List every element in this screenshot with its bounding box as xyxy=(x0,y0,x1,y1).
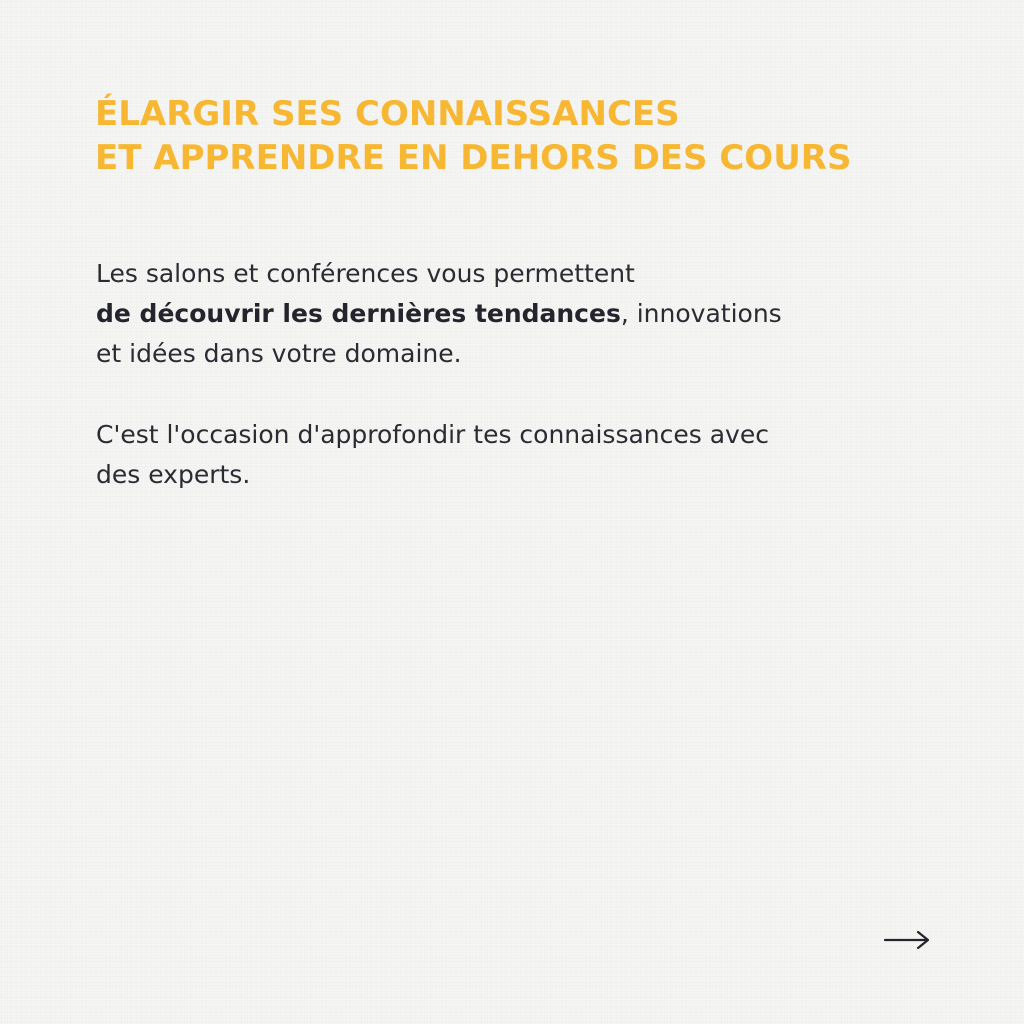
paragraph-1-line-1: Les salons et conférences vous permettent xyxy=(96,259,635,288)
paragraph-2-line-2: des experts. xyxy=(96,460,251,489)
paragraph-1-line-2-rest: , innovations xyxy=(620,299,782,328)
paragraph-2-line-1: C'est l'occasion d'approfondir tes connaissances avec xyxy=(96,420,769,449)
paragraph-1 xyxy=(96,254,936,374)
paragraph-1-line-2 xyxy=(96,294,936,334)
title-line-2: ET APPRENDRE EN DEHORS DES COURS xyxy=(95,138,852,178)
paragraph-1-line-3: et idées dans votre domaine. xyxy=(96,339,462,368)
highlight-text: de découvrir les dernières tendances xyxy=(96,299,621,328)
arrow-right-icon[interactable] xyxy=(883,928,931,952)
slide-title xyxy=(95,92,851,180)
paragraph-2 xyxy=(96,415,936,495)
title-line-1: ÉLARGIR SES CONNAISSANCES xyxy=(95,94,680,134)
slide-body xyxy=(96,254,936,495)
